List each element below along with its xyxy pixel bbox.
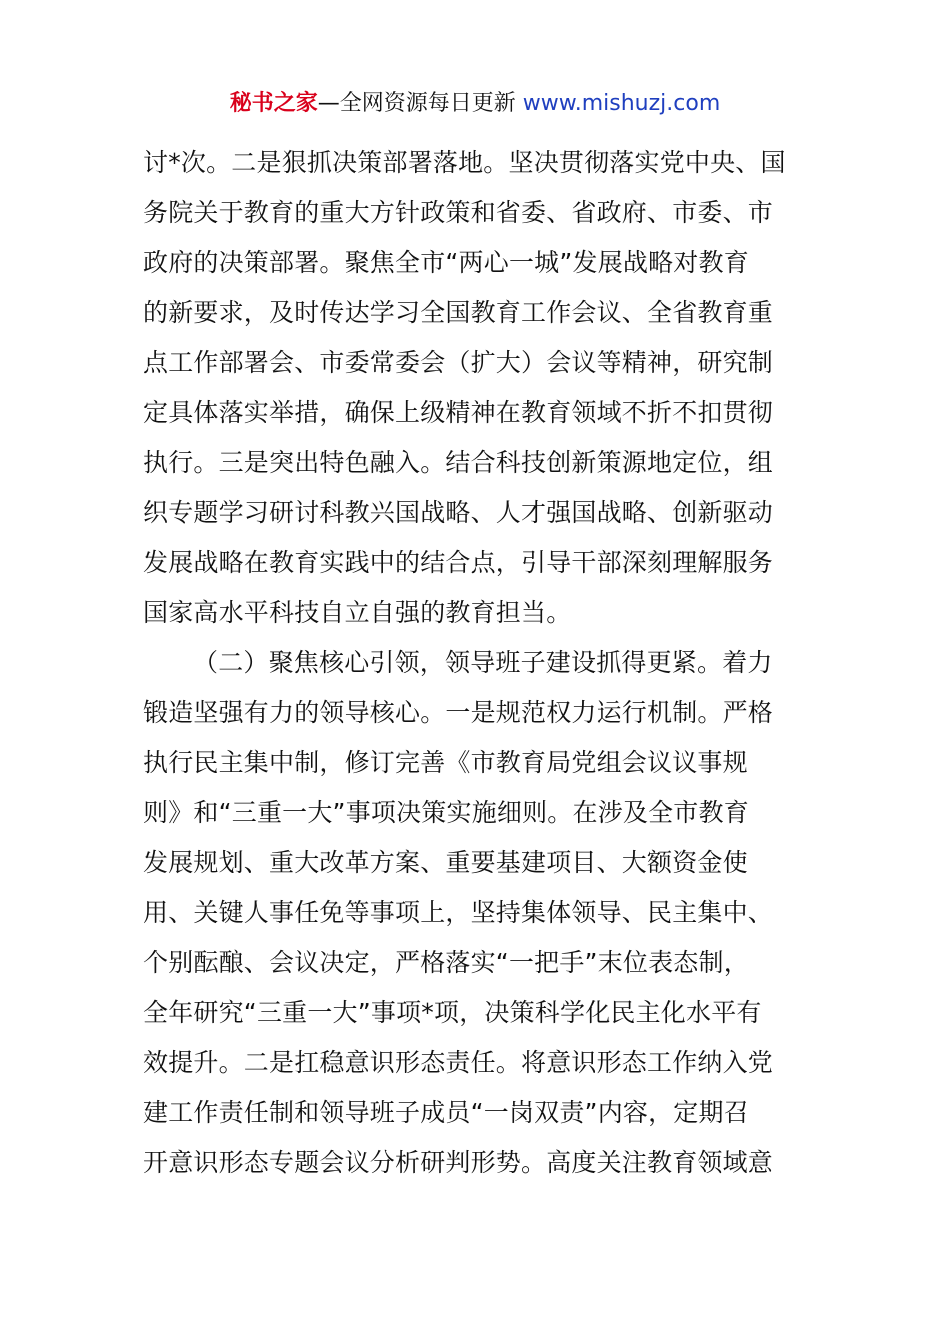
- text-line: 全年研究“三重一大”事项*项，决策科学化民主化水平有: [143, 998, 762, 1027]
- text-line: 锻造坚强有力的领导核心。一是规范权力运行机制。严格: [143, 698, 774, 727]
- text-line: 政府的决策部署。聚焦全市“两心一城”发展战略对教育: [143, 248, 749, 277]
- text-line: 个别酝酿、会议决定，严格落实“一把手”末位表态制，: [143, 948, 749, 977]
- text-line: 定具体落实举措，确保上级精神在教育领域不折不扣贯彻: [143, 398, 774, 427]
- text-line: 用、关键人事任免等事项上，坚持集体领导、民主集中、: [143, 898, 774, 927]
- text-line: 讨*次。二是狠抓决策部署落地。坚决贯彻落实党中央、国: [143, 148, 786, 177]
- text-line: 则》和“三重一大”事项决策实施细则。在涉及全市教育: [143, 798, 749, 827]
- text-line: 发展战略在教育实践中的结合点，引导干部深刻理解服务: [143, 548, 774, 577]
- text-line: 效提升。二是扛稳意识形态责任。将意识形态工作纳入党: [143, 1048, 774, 1077]
- text-line: 建工作责任制和领导班子成员“一岗双责”内容，定期召: [143, 1098, 749, 1127]
- text-line: 开意识形态专题会议分析研判形势。高度关注教育领域意: [143, 1148, 774, 1177]
- section-heading-line: （二）聚焦核心引领，领导班子建设抓得更紧。着力: [193, 648, 773, 677]
- text-line: 国家高水平科技自立自强的教育担当。: [143, 598, 572, 627]
- page-header: [0, 88, 950, 120]
- header-slogan: —全网资源每日更新: [317, 91, 523, 116]
- text-line: 点工作部署会、市委常委会（扩大）会议等精神，研究制: [143, 348, 774, 377]
- text-line: 务院关于教育的重大方针政策和省委、省政府、市委、市: [143, 198, 774, 227]
- body-text: [143, 138, 813, 1188]
- text-line: 织专题学习研讨科教兴国战略、人才强国战略、创新驱动: [143, 498, 774, 527]
- text-line: 执行民主集中制，修订完善《市教育局党组会议议事规: [143, 748, 748, 777]
- text-line: 执行。三是突出特色融入。结合科技创新策源地定位，组: [143, 448, 774, 477]
- header-url-link[interactable]: www.mishuzj.com: [522, 91, 721, 116]
- text-line: 发展规划、重大改革方案、重要基建项目、大额资金使: [143, 848, 748, 877]
- header-brand: 秘书之家: [229, 91, 318, 116]
- text-line: 的新要求，及时传达学习全国教育工作会议、全省教育重: [143, 298, 774, 327]
